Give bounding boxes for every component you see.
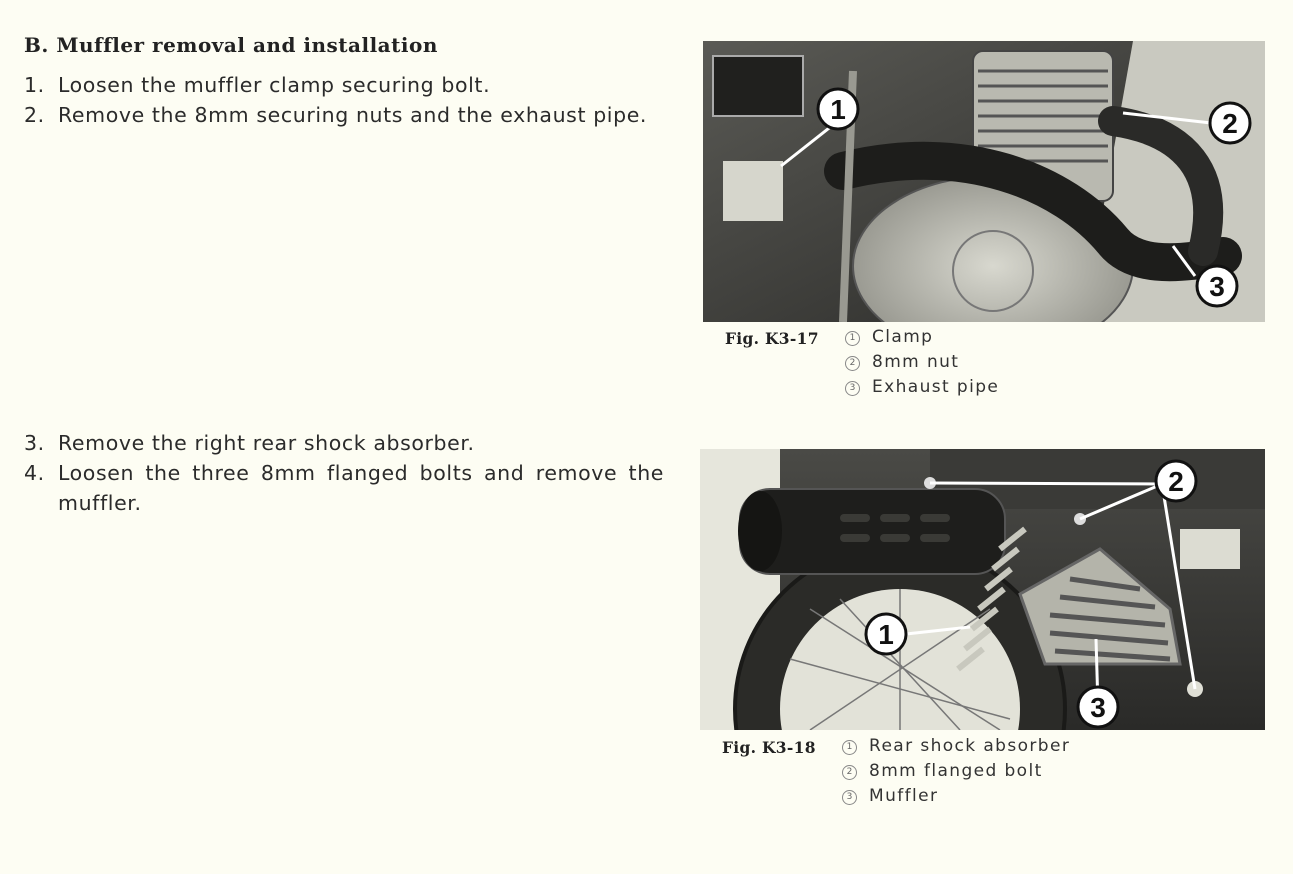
svg-text:2: 2 — [1222, 108, 1238, 139]
svg-text:1: 1 — [878, 619, 894, 650]
exhaust-pipe-illustration — [703, 41, 1265, 322]
exhaust-pipe-photo — [703, 41, 1265, 322]
callout-1 — [866, 614, 906, 654]
caption-item — [842, 786, 938, 806]
caption-text: Muffler — [869, 786, 939, 806]
callout-2 — [1156, 461, 1196, 501]
circled-number: 1 — [842, 740, 857, 755]
circled-number: 3 — [845, 381, 860, 396]
figure-label: Fig. K3-18 — [722, 738, 816, 757]
step-item — [24, 100, 664, 130]
callout-1 — [818, 89, 858, 129]
svg-text:3: 3 — [1090, 692, 1106, 723]
step-text: Remove the right rear shock absorber. — [58, 431, 475, 455]
callout-2 — [1210, 103, 1250, 143]
muffler-photo — [700, 449, 1265, 730]
step-number: 1. — [24, 73, 45, 97]
caption-item — [845, 352, 959, 372]
svg-text:2: 2 — [1168, 466, 1184, 497]
svg-text:3: 3 — [1209, 271, 1225, 302]
step-text: Loosen the three 8mm flanged bolts and remove the muffler. — [58, 461, 664, 515]
caption-item — [842, 736, 1070, 756]
steps-list-1 — [24, 70, 664, 130]
caption-text: 8mm flanged bolt — [869, 761, 1043, 781]
caption-item — [842, 761, 1043, 781]
circled-number: 2 — [845, 356, 860, 371]
caption-text: Exhaust pipe — [872, 377, 1000, 397]
caption-text: Clamp — [872, 327, 934, 347]
steps-list-2 — [24, 428, 664, 518]
step-item — [24, 428, 664, 458]
callout-3 — [1078, 687, 1118, 727]
step-number: 3. — [24, 431, 45, 455]
callout-3 — [1197, 266, 1237, 306]
caption-item — [845, 327, 933, 347]
caption-item — [845, 377, 999, 397]
step-item — [24, 458, 664, 518]
svg-text:1: 1 — [830, 94, 846, 125]
step-text: Remove the 8mm securing nuts and the exhaust pipe. — [58, 103, 648, 127]
circled-number: 1 — [845, 331, 860, 346]
circled-number: 3 — [842, 790, 857, 805]
step-text: Loosen the muffler clamp securing bolt. — [58, 73, 491, 97]
caption-text: 8mm nut — [872, 352, 960, 372]
figure-label: Fig. K3-17 — [725, 329, 819, 348]
step-item — [24, 70, 664, 100]
step-number: 2. — [24, 103, 45, 127]
muffler-illustration — [700, 449, 1265, 730]
section-heading: B. Muffler removal and installation — [24, 33, 438, 57]
step-number: 4. — [24, 461, 45, 485]
caption-text: Rear shock absorber — [869, 736, 1071, 756]
circled-number: 2 — [842, 765, 857, 780]
